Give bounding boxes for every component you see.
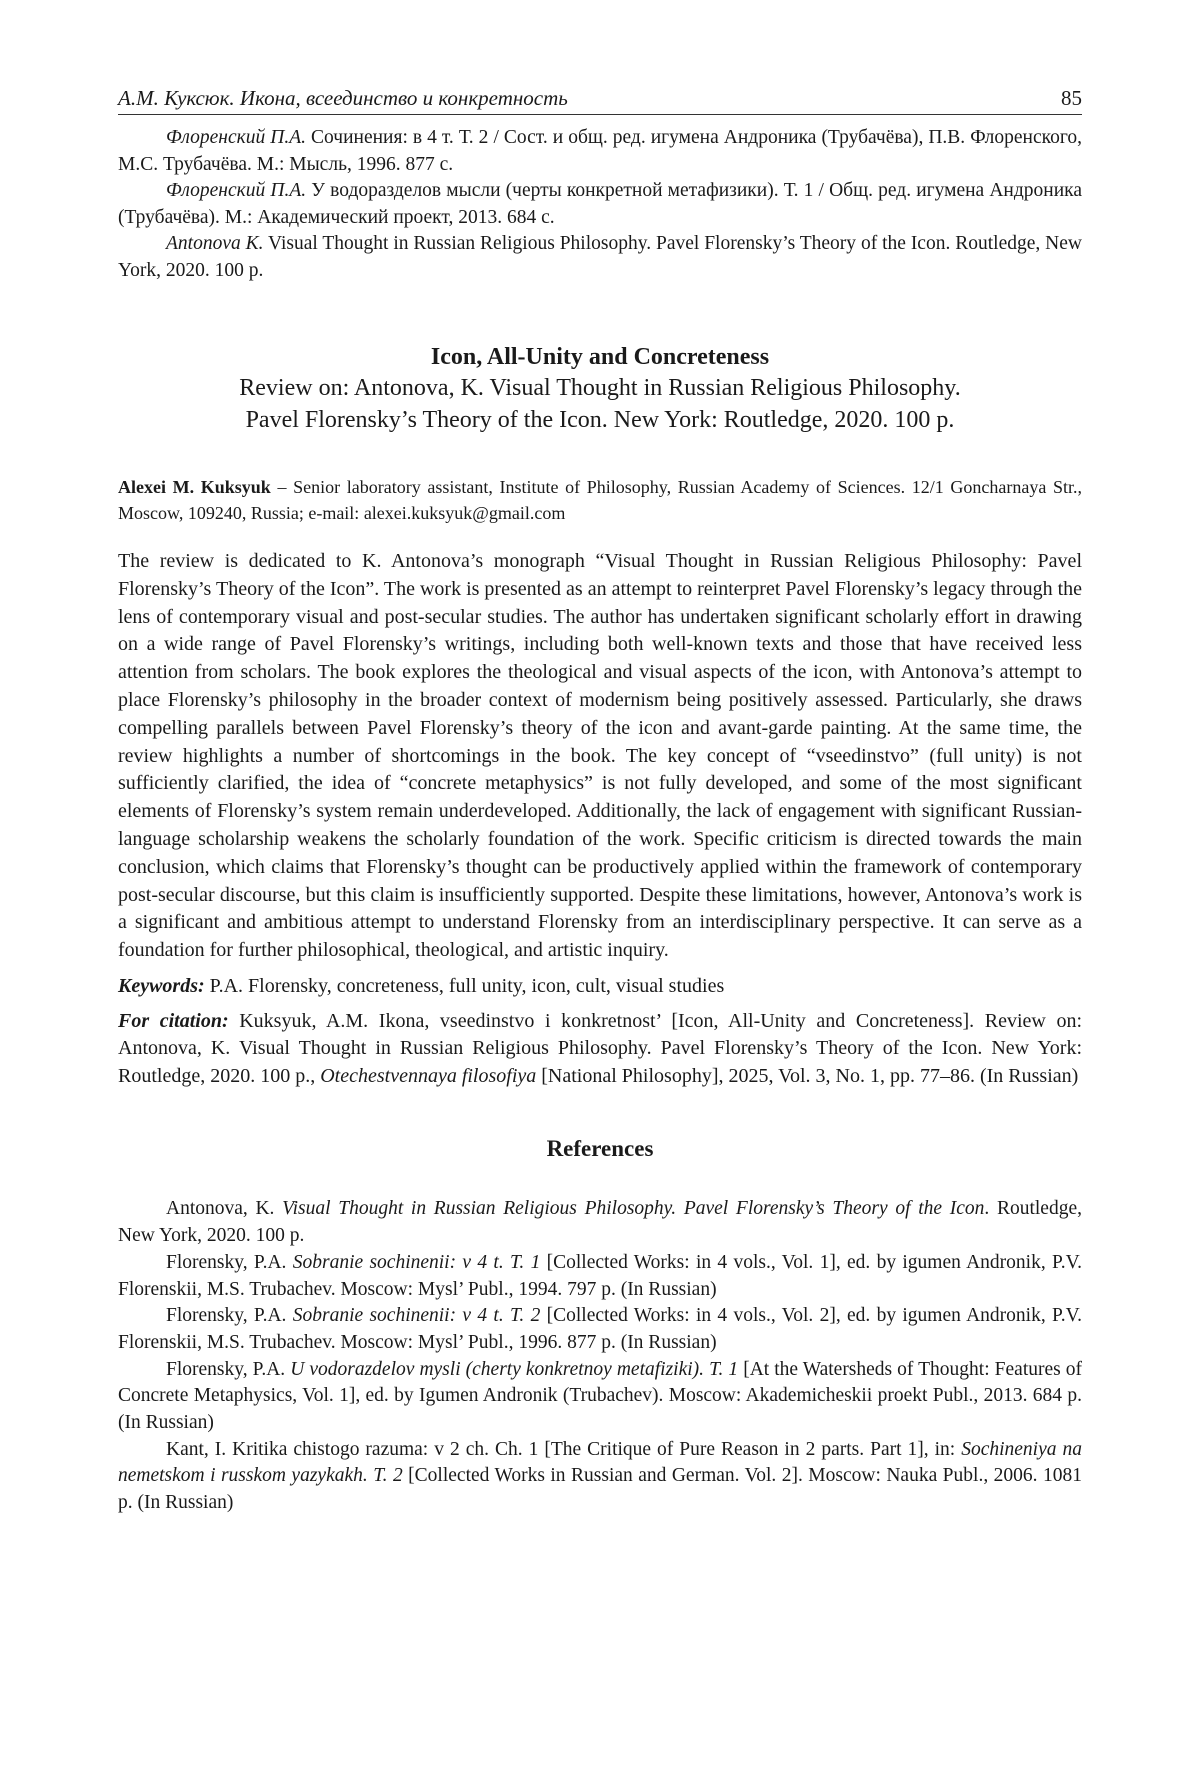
references-list [118, 1196, 1082, 1516]
article-title: Icon, All-Unity and Concreteness [430, 344, 770, 370]
keywords-text: P.A. Florensky, concreteness, full unity, icon, cult, visual studies [204, 974, 725, 997]
running-title: А.М. Куксюк. Икона, всеединство и конкретность [118, 86, 568, 110]
author-details: – Senior laboratory assistant, Institute of Philosophy, Russian Academy of Sciences. 12/1 Goncharnaya Str., Moscow, 109240, Russia; e-mail: alexei.kuksyuk@gmail.com [118, 477, 1082, 523]
journal-name: Otechestvennaya filosofiya [320, 1064, 537, 1087]
article-title-block [118, 342, 1082, 436]
citation-label: For citation: [118, 1009, 229, 1032]
top-ref-item: Antonova K. Visual Thought in Russian Religious Philosophy. Pavel Florensky’s Theory of the Icon. Routledge, New York, 2020. 100 p. [118, 233, 1082, 281]
top-ref-item: Флоренский П.А. У водоразделов мысли (черты конкретной метафизики). Т. 1 / Общ. ред. игумена Андроника (Трубачёва). М.: Академический проект, 2013. 684 с. [118, 180, 1082, 228]
author-name: Alexei M. Kuksyuk [118, 477, 271, 497]
abstract: The review is dedicated to K. Antonova’s monograph “Visual Thought in Russian Religious Philosophy: Pavel Florensky’s Theory of the Icon”. The work is presented as an attempt to reinterpret Pavel Florensky’s legacy through the lens of contemporary visual and post-secular studies. The author has undertaken significant scholarly effort in drawing on a wide range of Pavel Florensky’s writings, including both well-known texts and those that have received less attention from scholars. The book explores the theological and visual aspects of the icon, with Antonova’s attempt to place Florensky’s philosophy in the broader context of modernism being positively assessed. Particularly, she draws compelling parallels between Pavel Florensky’s theory of the icon and avant-garde painting. At the same time, the review highlights a number of shortcomings in the book. The key concept of “vseedinstvo” (full unity) is not sufficiently clarified, the idea of “concrete metaphysics” is not fully developed, and some of the most significant elements of Florensky’s system remain underdeveloped. Additionally, the lack of engagement with significant Russian-language scholarship weakens the scholarly foundation of the work. Specific criticism is directed towards the main conclusion, which claims that Florensky’s thought can be productively applied within the framework of contemporary post-secular discourse, but this claim is insufficiently supported. Despite these limitations, however, Antonova’s work is a significant and ambitious attempt to understand Florensky from an interdisciplinary perspective. It can serve as a foundation for further philosophical, theological, and artistic inquiry. [118, 550, 1083, 962]
article-subtitle: Pavel Florensky’s Theory of the Icon. New York: Routledge, 2020. 100 p. [245, 407, 955, 433]
page-number: 85 [1061, 86, 1082, 110]
article-subtitle: Review on: Antonova, K. Visual Thought in Russian Religious Philosophy. [239, 375, 961, 401]
reference-item: Florensky, P.A. Sobranie sochinenii: v 4 t. T. 2 [Collected Works: in 4 vols., Vol. 2], ed. by igumen Andronik, P.V. Florenskii, M.S. Trubachev. Moscow: Mysl’ Publ., 1996. 877 p. (In Russian) [118, 1305, 1083, 1353]
reference-item: Kant, I. Kritika chistogo razuma: v 2 ch. Ch. 1 [The Critique of Pure Reason in 2 parts. Part 1], in: Sochineniya na nemetskom i russkom yazykakh. T. 2 [Collected Works in Russian and German. Vol. 2]. Moscow: Nauka Publ., 2006. 1081 p. (In Russian) [118, 1438, 1082, 1514]
reference-item: Antonova, K. Visual Thought in Russian Religious Philosophy. Pavel Florensky’s Theory of the Icon. Routledge, New York, 2020. 100 p. [118, 1198, 1082, 1247]
references-heading: References [546, 1136, 654, 1162]
keywords-label: Keywords: [118, 974, 205, 997]
top-references [118, 125, 1082, 284]
citation: For citation: Kuksyuk, A.M. Ikona, vseedinstvo i konkretnost’ [Icon, All-Unity and Concreteness]. Review on: Antonova, K. Visual Thought in Russian Religious Philosophy. Pavel Florensky’s Theory of the Icon. New York: Routledge, 2020. 100 p., Otechestvennaya filosofiya [National Philosophy], 2025, Vol. 3, No. 1, pp. 77–86. (In Russian) [118, 1009, 1083, 1087]
reference-item: Florensky, P.A. Sobranie sochinenii: v 4 t. T. 1 [Collected Works: in 4 vols., Vol. 1], ed. by igumen Andronik, P.V. Florenskii, M.S. Trubachev. Moscow: Mysl’ Publ., 1994. 797 p. (In Russian) [118, 1251, 1083, 1300]
journal-page [118, 86, 1082, 1517]
running-header [118, 86, 1082, 115]
reference-item: Florensky, P.A. U vodorazdelov mysli (cherty konkretnoy metafiziki). T. 1 [At the Watersheds of Thought: Features of Concrete Metaphysics, Vol. 1], ed. by Igumen Andronik (Trubachev). Moscow: Akademicheskii proekt Publ., 2013. 684 p. (In Russian) [118, 1358, 1083, 1434]
author-info [118, 474, 1082, 526]
top-ref-item: Флоренский П.А. Сочинения: в 4 т. Т. 2 / Сост. и общ. ред. игумена Андроника (Трубачёва), П.В. Флоренского, М.С. Трубачёва. М.: Мысль, 1996. 877 с. [118, 127, 1082, 175]
keywords [118, 973, 1082, 1000]
